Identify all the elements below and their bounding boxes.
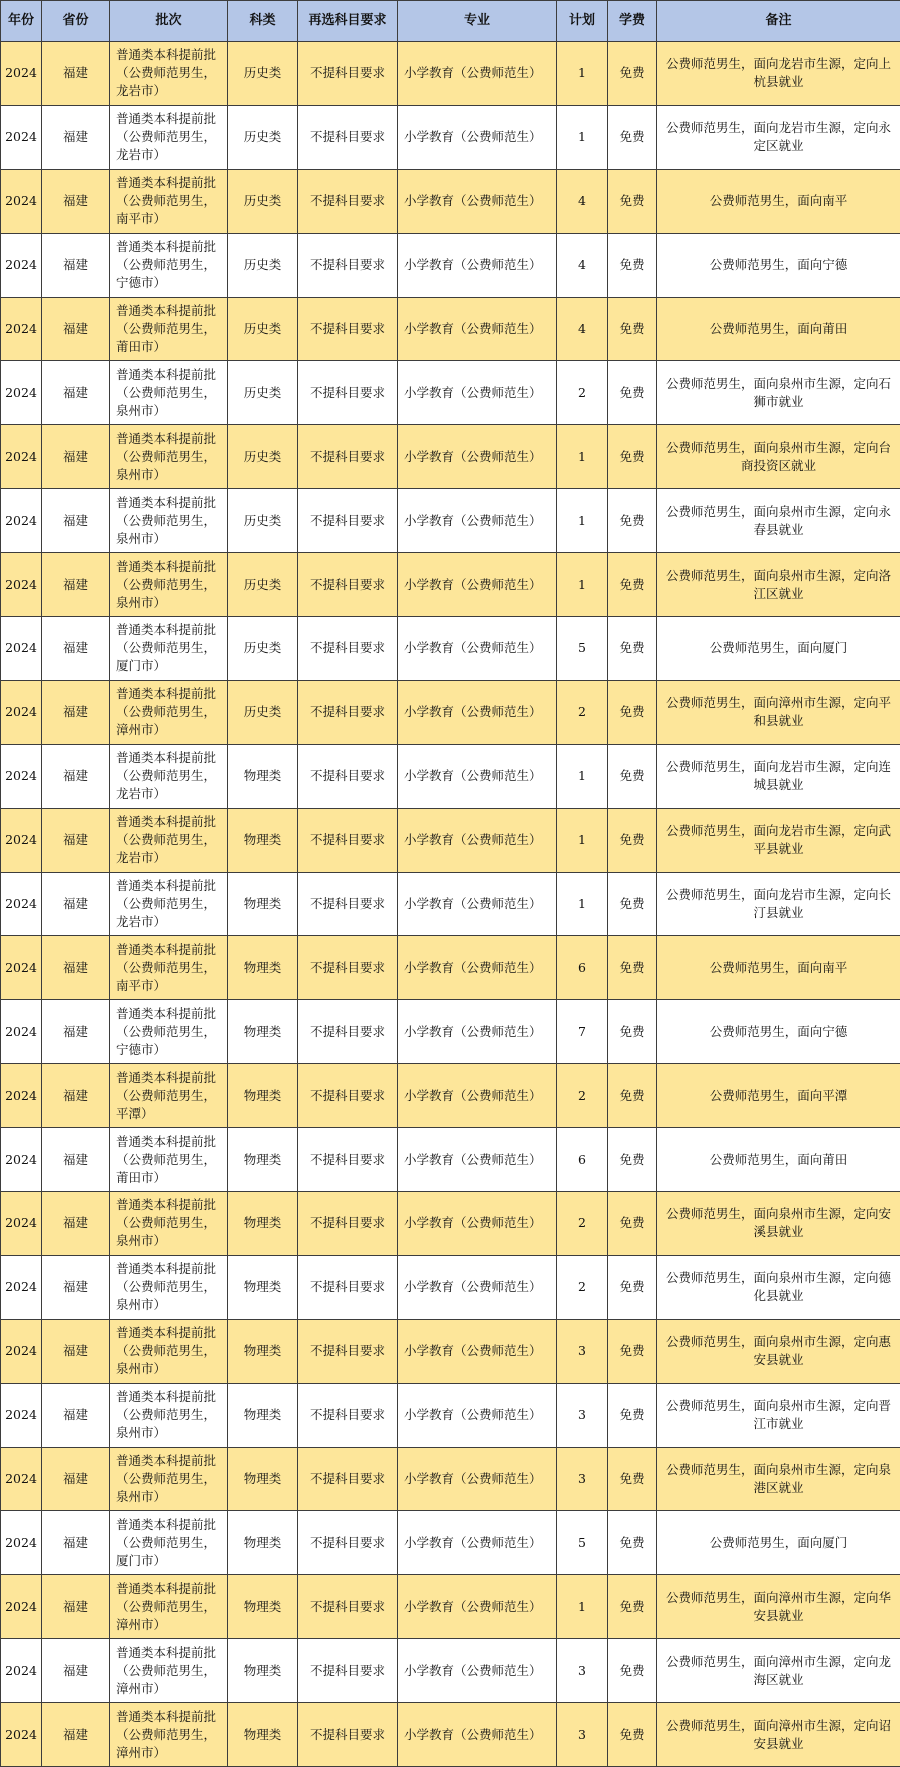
cell-major: 小学教育（公费师范生） — [398, 1000, 557, 1064]
cell-requirement: 不提科目要求 — [298, 680, 398, 744]
cell-fee: 免费 — [608, 1128, 657, 1192]
cell-plan: 4 — [557, 297, 608, 361]
cell-batch: 普通类本科提前批（公费师范男生，平潭） — [110, 1064, 228, 1128]
cell-province: 福建 — [42, 680, 110, 744]
cell-province: 福建 — [42, 1255, 110, 1319]
cell-note: 公费师范男生，面向厦门 — [657, 1511, 900, 1575]
cell-province: 福建 — [42, 425, 110, 489]
cell-requirement: 不提科目要求 — [298, 1447, 398, 1511]
cell-batch: 普通类本科提前批（公费师范男生，宁德市） — [110, 1000, 228, 1064]
cell-fee: 免费 — [608, 617, 657, 681]
cell-requirement: 不提科目要求 — [298, 744, 398, 808]
cell-year: 2024 — [1, 169, 42, 233]
cell-province: 福建 — [42, 872, 110, 936]
cell-batch: 普通类本科提前批（公费师范男生，宁德市） — [110, 233, 228, 297]
cell-subject: 历史类 — [228, 297, 298, 361]
cell-note: 公费师范男生，面向龙岩市生源，定向上杭县就业 — [657, 42, 900, 106]
cell-major: 小学教育（公费师范生） — [398, 1447, 557, 1511]
cell-note: 公费师范男生，面向龙岩市生源，定向长汀县就业 — [657, 872, 900, 936]
cell-major: 小学教育（公费师范生） — [398, 680, 557, 744]
cell-note: 公费师范男生，面向泉州市生源，定向永春县就业 — [657, 489, 900, 553]
table-row — [1, 1255, 900, 1319]
cell-year: 2024 — [1, 425, 42, 489]
cell-plan: 1 — [557, 1575, 608, 1639]
cell-subject: 物理类 — [228, 744, 298, 808]
cell-province: 福建 — [42, 361, 110, 425]
cell-fee: 免费 — [608, 233, 657, 297]
header-plan: 计划 — [557, 1, 608, 42]
cell-batch: 普通类本科提前批（公费师范男生，泉州市） — [110, 489, 228, 553]
cell-batch: 普通类本科提前批（公费师范男生，龙岩市） — [110, 42, 228, 106]
cell-batch: 普通类本科提前批（公费师范男生，南平市） — [110, 169, 228, 233]
cell-note: 公费师范男生，面向龙岩市生源，定向武平县就业 — [657, 808, 900, 872]
cell-requirement: 不提科目要求 — [298, 489, 398, 553]
table-row — [1, 936, 900, 1000]
cell-province: 福建 — [42, 42, 110, 106]
cell-fee: 免费 — [608, 680, 657, 744]
cell-fee: 免费 — [608, 1192, 657, 1256]
cell-major: 小学教育（公费师范生） — [398, 233, 557, 297]
cell-subject: 物理类 — [228, 1000, 298, 1064]
cell-note: 公费师范男生，面向莆田 — [657, 1128, 900, 1192]
cell-note: 公费师范男生，面向漳州市生源，定向华安县就业 — [657, 1575, 900, 1639]
cell-note: 公费师范男生，面向泉州市生源，定向台商投资区就业 — [657, 425, 900, 489]
cell-plan: 6 — [557, 936, 608, 1000]
cell-fee: 免费 — [608, 553, 657, 617]
table-row — [1, 1064, 900, 1128]
cell-note: 公费师范男生，面向宁德 — [657, 233, 900, 297]
cell-major: 小学教育（公费师范生） — [398, 1703, 557, 1767]
cell-year: 2024 — [1, 680, 42, 744]
cell-subject: 历史类 — [228, 680, 298, 744]
cell-plan: 1 — [557, 808, 608, 872]
cell-major: 小学教育（公费师范生） — [398, 1064, 557, 1128]
header-requirement: 再选科目要求 — [298, 1, 398, 42]
cell-year: 2024 — [1, 617, 42, 681]
cell-major: 小学教育（公费师范生） — [398, 1511, 557, 1575]
cell-major: 小学教育（公费师范生） — [398, 489, 557, 553]
cell-fee: 免费 — [608, 1575, 657, 1639]
cell-note: 公费师范男生，面向漳州市生源，定向龙海区就业 — [657, 1639, 900, 1703]
cell-requirement: 不提科目要求 — [298, 872, 398, 936]
cell-province: 福建 — [42, 1000, 110, 1064]
cell-subject: 历史类 — [228, 105, 298, 169]
cell-note: 公费师范男生，面向漳州市生源，定向平和县就业 — [657, 680, 900, 744]
cell-plan: 1 — [557, 744, 608, 808]
cell-requirement: 不提科目要求 — [298, 361, 398, 425]
cell-year: 2024 — [1, 1703, 42, 1767]
cell-requirement: 不提科目要求 — [298, 1128, 398, 1192]
cell-year: 2024 — [1, 1319, 42, 1383]
cell-plan: 2 — [557, 361, 608, 425]
cell-year: 2024 — [1, 1000, 42, 1064]
cell-fee: 免费 — [608, 361, 657, 425]
cell-batch: 普通类本科提前批（公费师范男生，龙岩市） — [110, 744, 228, 808]
cell-plan: 3 — [557, 1383, 608, 1447]
cell-major: 小学教育（公费师范生） — [398, 1575, 557, 1639]
cell-subject: 物理类 — [228, 872, 298, 936]
cell-year: 2024 — [1, 553, 42, 617]
cell-subject: 物理类 — [228, 1639, 298, 1703]
cell-subject: 历史类 — [228, 553, 298, 617]
cell-year: 2024 — [1, 1064, 42, 1128]
cell-year: 2024 — [1, 936, 42, 1000]
table-row — [1, 872, 900, 936]
table-body — [1, 42, 900, 1767]
table-row — [1, 1383, 900, 1447]
cell-province: 福建 — [42, 233, 110, 297]
cell-subject: 物理类 — [228, 1511, 298, 1575]
cell-province: 福建 — [42, 489, 110, 553]
cell-fee: 免费 — [608, 1383, 657, 1447]
cell-fee: 免费 — [608, 1639, 657, 1703]
cell-province: 福建 — [42, 1383, 110, 1447]
cell-subject: 物理类 — [228, 1255, 298, 1319]
cell-note: 公费师范男生，面向泉州市生源，定向泉港区就业 — [657, 1447, 900, 1511]
cell-subject: 物理类 — [228, 1192, 298, 1256]
cell-subject: 历史类 — [228, 42, 298, 106]
cell-subject: 历史类 — [228, 233, 298, 297]
cell-note: 公费师范男生，面向平潭 — [657, 1064, 900, 1128]
cell-batch: 普通类本科提前批（公费师范男生，厦门市） — [110, 1511, 228, 1575]
table-row — [1, 1703, 900, 1767]
table-row — [1, 617, 900, 681]
table-row — [1, 1575, 900, 1639]
table-row — [1, 680, 900, 744]
cell-province: 福建 — [42, 1575, 110, 1639]
cell-batch: 普通类本科提前批（公费师范男生，泉州市） — [110, 1447, 228, 1511]
cell-requirement: 不提科目要求 — [298, 105, 398, 169]
cell-fee: 免费 — [608, 1064, 657, 1128]
cell-year: 2024 — [1, 1192, 42, 1256]
header-note: 备注 — [657, 1, 900, 42]
cell-requirement: 不提科目要求 — [298, 1319, 398, 1383]
cell-province: 福建 — [42, 1319, 110, 1383]
cell-batch: 普通类本科提前批（公费师范男生，漳州市） — [110, 1639, 228, 1703]
cell-note: 公费师范男生，面向南平 — [657, 169, 900, 233]
cell-note: 公费师范男生，面向宁德 — [657, 1000, 900, 1064]
cell-plan: 3 — [557, 1639, 608, 1703]
table-row — [1, 297, 900, 361]
cell-plan: 7 — [557, 1000, 608, 1064]
cell-plan: 2 — [557, 680, 608, 744]
table-row — [1, 1319, 900, 1383]
cell-plan: 2 — [557, 1255, 608, 1319]
cell-fee: 免费 — [608, 1000, 657, 1064]
cell-requirement: 不提科目要求 — [298, 1511, 398, 1575]
cell-note: 公费师范男生，面向莆田 — [657, 297, 900, 361]
cell-batch: 普通类本科提前批（公费师范男生，泉州市） — [110, 1192, 228, 1256]
cell-subject: 历史类 — [228, 489, 298, 553]
cell-note: 公费师范男生，面向龙岩市生源，定向连城县就业 — [657, 744, 900, 808]
cell-plan: 1 — [557, 42, 608, 106]
cell-fee: 免费 — [608, 808, 657, 872]
cell-note: 公费师范男生，面向厦门 — [657, 617, 900, 681]
cell-major: 小学教育（公费师范生） — [398, 361, 557, 425]
cell-fee: 免费 — [608, 744, 657, 808]
cell-major: 小学教育（公费师范生） — [398, 553, 557, 617]
cell-requirement: 不提科目要求 — [298, 936, 398, 1000]
header-major: 专业 — [398, 1, 557, 42]
table-row — [1, 1000, 900, 1064]
header-fee: 学费 — [608, 1, 657, 42]
cell-province: 福建 — [42, 105, 110, 169]
cell-fee: 免费 — [608, 1319, 657, 1383]
cell-note: 公费师范男生，面向泉州市生源，定向晋江市就业 — [657, 1383, 900, 1447]
header-batch: 批次 — [110, 1, 228, 42]
cell-province: 福建 — [42, 617, 110, 681]
cell-requirement: 不提科目要求 — [298, 1703, 398, 1767]
cell-batch: 普通类本科提前批（公费师范男生，泉州市） — [110, 1383, 228, 1447]
cell-batch: 普通类本科提前批（公费师范男生，泉州市） — [110, 425, 228, 489]
cell-subject: 历史类 — [228, 425, 298, 489]
cell-major: 小学教育（公费师范生） — [398, 1192, 557, 1256]
cell-plan: 4 — [557, 169, 608, 233]
cell-province: 福建 — [42, 808, 110, 872]
cell-major: 小学教育（公费师范生） — [398, 744, 557, 808]
cell-year: 2024 — [1, 744, 42, 808]
cell-major: 小学教育（公费师范生） — [398, 936, 557, 1000]
cell-major: 小学教育（公费师范生） — [398, 1319, 557, 1383]
cell-major: 小学教育（公费师范生） — [398, 42, 557, 106]
table-row — [1, 744, 900, 808]
cell-plan: 1 — [557, 105, 608, 169]
table-row — [1, 1511, 900, 1575]
cell-batch: 普通类本科提前批（公费师范男生，龙岩市） — [110, 872, 228, 936]
cell-year: 2024 — [1, 233, 42, 297]
cell-batch: 普通类本科提前批（公费师范男生，厦门市） — [110, 617, 228, 681]
cell-requirement: 不提科目要求 — [298, 1000, 398, 1064]
cell-plan: 2 — [557, 1192, 608, 1256]
cell-province: 福建 — [42, 1192, 110, 1256]
cell-requirement: 不提科目要求 — [298, 169, 398, 233]
cell-note: 公费师范男生，面向龙岩市生源，定向永定区就业 — [657, 105, 900, 169]
cell-batch: 普通类本科提前批（公费师范男生，漳州市） — [110, 680, 228, 744]
table-row — [1, 1447, 900, 1511]
table-row — [1, 233, 900, 297]
cell-batch: 普通类本科提前批（公费师范男生，泉州市） — [110, 553, 228, 617]
cell-major: 小学教育（公费师范生） — [398, 808, 557, 872]
table-header-row — [1, 1, 900, 42]
cell-province: 福建 — [42, 1639, 110, 1703]
cell-plan: 1 — [557, 425, 608, 489]
cell-batch: 普通类本科提前批（公费师范男生，漳州市） — [110, 1703, 228, 1767]
header-province: 省份 — [42, 1, 110, 42]
cell-note: 公费师范男生，面向泉州市生源，定向惠安县就业 — [657, 1319, 900, 1383]
cell-year: 2024 — [1, 872, 42, 936]
cell-subject: 历史类 — [228, 617, 298, 681]
cell-requirement: 不提科目要求 — [298, 425, 398, 489]
cell-fee: 免费 — [608, 1511, 657, 1575]
cell-requirement: 不提科目要求 — [298, 42, 398, 106]
cell-subject: 物理类 — [228, 1575, 298, 1639]
table-row — [1, 1128, 900, 1192]
cell-year: 2024 — [1, 1255, 42, 1319]
table-row — [1, 489, 900, 553]
cell-subject: 历史类 — [228, 361, 298, 425]
cell-plan: 6 — [557, 1128, 608, 1192]
cell-subject: 物理类 — [228, 1703, 298, 1767]
table-row — [1, 169, 900, 233]
cell-fee: 免费 — [608, 936, 657, 1000]
cell-plan: 2 — [557, 1064, 608, 1128]
table-row — [1, 42, 900, 106]
cell-province: 福建 — [42, 1703, 110, 1767]
cell-major: 小学教育（公费师范生） — [398, 1255, 557, 1319]
cell-province: 福建 — [42, 1511, 110, 1575]
cell-plan: 3 — [557, 1703, 608, 1767]
cell-year: 2024 — [1, 489, 42, 553]
cell-note: 公费师范男生，面向泉州市生源，定向安溪县就业 — [657, 1192, 900, 1256]
cell-fee: 免费 — [608, 42, 657, 106]
table-row — [1, 553, 900, 617]
cell-batch: 普通类本科提前批（公费师范男生，泉州市） — [110, 1319, 228, 1383]
cell-year: 2024 — [1, 105, 42, 169]
cell-batch: 普通类本科提前批（公费师范男生，南平市） — [110, 936, 228, 1000]
cell-requirement: 不提科目要求 — [298, 1064, 398, 1128]
cell-subject: 物理类 — [228, 1128, 298, 1192]
table-row — [1, 1639, 900, 1703]
cell-plan: 1 — [557, 553, 608, 617]
header-year: 年份 — [1, 1, 42, 42]
cell-year: 2024 — [1, 1511, 42, 1575]
cell-note: 公费师范男生，面向泉州市生源，定向德化县就业 — [657, 1255, 900, 1319]
cell-requirement: 不提科目要求 — [298, 297, 398, 361]
cell-year: 2024 — [1, 1447, 42, 1511]
cell-fee: 免费 — [608, 425, 657, 489]
cell-subject: 物理类 — [228, 808, 298, 872]
table-row — [1, 1192, 900, 1256]
cell-note: 公费师范男生，面向漳州市生源，定向诏安县就业 — [657, 1703, 900, 1767]
cell-note: 公费师范男生，面向泉州市生源，定向洛江区就业 — [657, 553, 900, 617]
cell-major: 小学教育（公费师范生） — [398, 1639, 557, 1703]
cell-major: 小学教育（公费师范生） — [398, 872, 557, 936]
cell-plan: 4 — [557, 233, 608, 297]
cell-batch: 普通类本科提前批（公费师范男生，莆田市） — [110, 297, 228, 361]
cell-plan: 3 — [557, 1447, 608, 1511]
cell-batch: 普通类本科提前批（公费师范男生，龙岩市） — [110, 808, 228, 872]
cell-subject: 物理类 — [228, 1383, 298, 1447]
cell-batch: 普通类本科提前批（公费师范男生，龙岩市） — [110, 105, 228, 169]
cell-plan: 5 — [557, 617, 608, 681]
cell-fee: 免费 — [608, 1447, 657, 1511]
cell-province: 福建 — [42, 936, 110, 1000]
table-row — [1, 425, 900, 489]
cell-plan: 3 — [557, 1319, 608, 1383]
cell-province: 福建 — [42, 744, 110, 808]
cell-requirement: 不提科目要求 — [298, 1192, 398, 1256]
cell-year: 2024 — [1, 297, 42, 361]
table-row — [1, 105, 900, 169]
cell-subject: 物理类 — [228, 1064, 298, 1128]
cell-plan: 1 — [557, 872, 608, 936]
cell-subject: 物理类 — [228, 1447, 298, 1511]
cell-requirement: 不提科目要求 — [298, 1575, 398, 1639]
cell-subject: 物理类 — [228, 1319, 298, 1383]
cell-major: 小学教育（公费师范生） — [398, 169, 557, 233]
cell-note: 公费师范男生，面向泉州市生源，定向石狮市就业 — [657, 361, 900, 425]
cell-requirement: 不提科目要求 — [298, 1383, 398, 1447]
cell-year: 2024 — [1, 1383, 42, 1447]
cell-requirement: 不提科目要求 — [298, 553, 398, 617]
cell-province: 福建 — [42, 553, 110, 617]
cell-subject: 历史类 — [228, 169, 298, 233]
table-row — [1, 808, 900, 872]
cell-batch: 普通类本科提前批（公费师范男生，漳州市） — [110, 1575, 228, 1639]
cell-year: 2024 — [1, 1575, 42, 1639]
cell-fee: 免费 — [608, 1255, 657, 1319]
cell-major: 小学教育（公费师范生） — [398, 617, 557, 681]
header-subject: 科类 — [228, 1, 298, 42]
cell-province: 福建 — [42, 1447, 110, 1511]
cell-note: 公费师范男生，面向南平 — [657, 936, 900, 1000]
cell-year: 2024 — [1, 808, 42, 872]
cell-batch: 普通类本科提前批（公费师范男生，泉州市） — [110, 1255, 228, 1319]
cell-fee: 免费 — [608, 872, 657, 936]
cell-subject: 物理类 — [228, 936, 298, 1000]
cell-year: 2024 — [1, 361, 42, 425]
table-row — [1, 361, 900, 425]
cell-major: 小学教育（公费师范生） — [398, 1128, 557, 1192]
cell-major: 小学教育（公费师范生） — [398, 425, 557, 489]
cell-batch: 普通类本科提前批（公费师范男生，泉州市） — [110, 361, 228, 425]
cell-province: 福建 — [42, 297, 110, 361]
cell-major: 小学教育（公费师范生） — [398, 297, 557, 361]
cell-year: 2024 — [1, 1128, 42, 1192]
cell-major: 小学教育（公费师范生） — [398, 1383, 557, 1447]
cell-fee: 免费 — [608, 1703, 657, 1767]
cell-province: 福建 — [42, 1064, 110, 1128]
cell-year: 2024 — [1, 42, 42, 106]
cell-fee: 免费 — [608, 105, 657, 169]
cell-requirement: 不提科目要求 — [298, 1639, 398, 1703]
cell-major: 小学教育（公费师范生） — [398, 105, 557, 169]
cell-plan: 1 — [557, 489, 608, 553]
cell-requirement: 不提科目要求 — [298, 1255, 398, 1319]
cell-fee: 免费 — [608, 489, 657, 553]
cell-requirement: 不提科目要求 — [298, 808, 398, 872]
cell-requirement: 不提科目要求 — [298, 617, 398, 681]
cell-plan: 5 — [557, 1511, 608, 1575]
cell-province: 福建 — [42, 1128, 110, 1192]
cell-province: 福建 — [42, 169, 110, 233]
cell-fee: 免费 — [608, 297, 657, 361]
cell-batch: 普通类本科提前批（公费师范男生，莆田市） — [110, 1128, 228, 1192]
cell-fee: 免费 — [608, 169, 657, 233]
cell-requirement: 不提科目要求 — [298, 233, 398, 297]
cell-year: 2024 — [1, 1639, 42, 1703]
